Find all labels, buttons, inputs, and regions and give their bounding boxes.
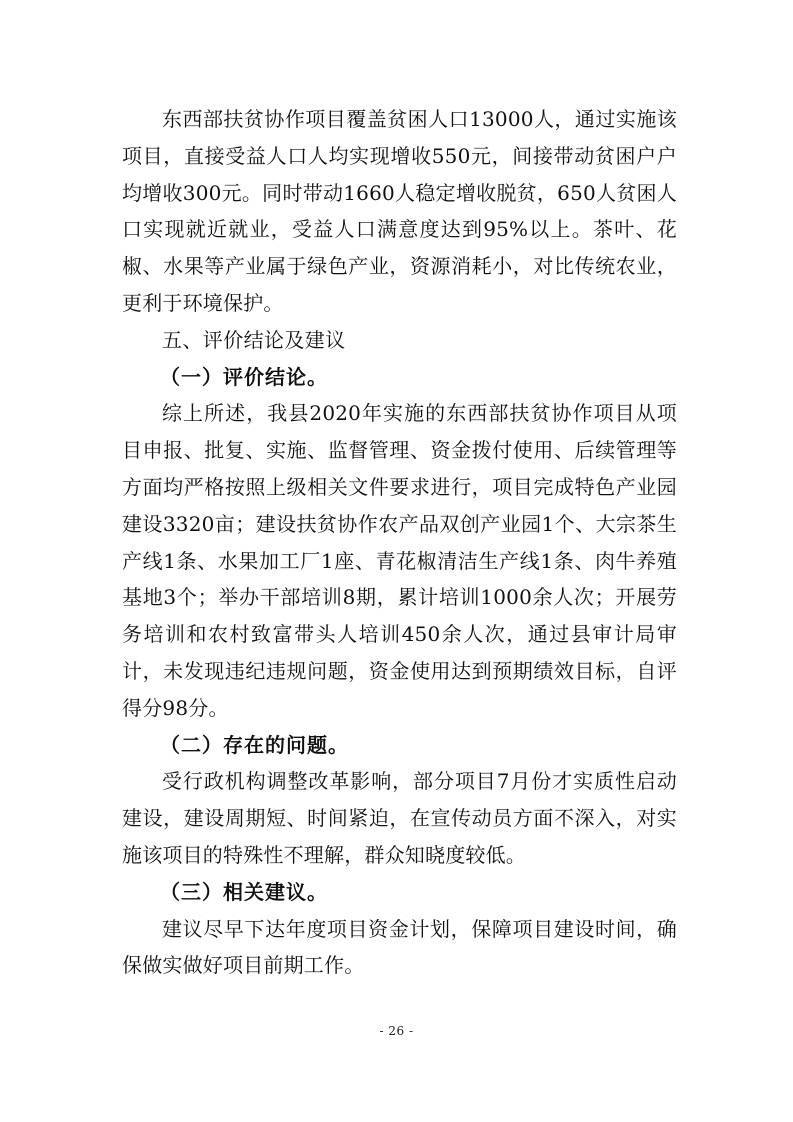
subheading-suggestions: （三）相关建议。 xyxy=(160,879,328,904)
subheading-conclusion: （一）评价结论。 xyxy=(160,364,328,389)
page-number: - 26 - xyxy=(379,1024,414,1038)
paragraph-suggestions: 建议尽早下达年度项目资金计划，保障项目建设时间，确保做实做好项目前期工作。 xyxy=(122,916,677,978)
paragraph-benefits: 东西部扶贫协作项目覆盖贫困人口13000人，通过实施该项目，直接受益人口人均实现增收550元，间接带动贫困户户均增收300元。同时带动1660人稳定增收脱贫，650人贫困人口实现就近就业，受益人口满意度达到95%以上。茶叶、花椒、水果等产业属于绿色产业，资源消耗小，对比传统农业，更利于环境保护。 xyxy=(122,107,677,315)
paragraph-conclusion: 综上所述，我县2020年实施的东西部扶贫协作项目从项目申报、批复、实施、监督管理、资金拨付使用、后续管理等方面均严格按照上级相关文件要求进行，项目完成特色产业园建设3320亩；建设扶贫协作农产品双创产业园1个、大宗茶生产线1条、水果加工厂1座、青花椒清洁生产线1条、肉牛养殖基地3个；举办干部培训8期，累计培训1000余人次；开展劳务培训和农村致富带头人培训450余人次，通过县审计局审计，未发现违纪违规问题，资金使用达到预期绩效目标，自评得分98分。 xyxy=(122,401,677,720)
paragraph-problems: 受行政机构调整改革影响，部分项目7月份才实质性启动建设，建设周期短、时间紧迫，在宣传动员方面不深入，对实施该项目的特殊性不理解，群众知晓度较低。 xyxy=(122,769,677,867)
document-body xyxy=(122,101,677,984)
section-heading-evaluation: 五、评价结论及建议 xyxy=(162,327,346,352)
subheading-problems: （二）存在的问题。 xyxy=(160,732,349,757)
